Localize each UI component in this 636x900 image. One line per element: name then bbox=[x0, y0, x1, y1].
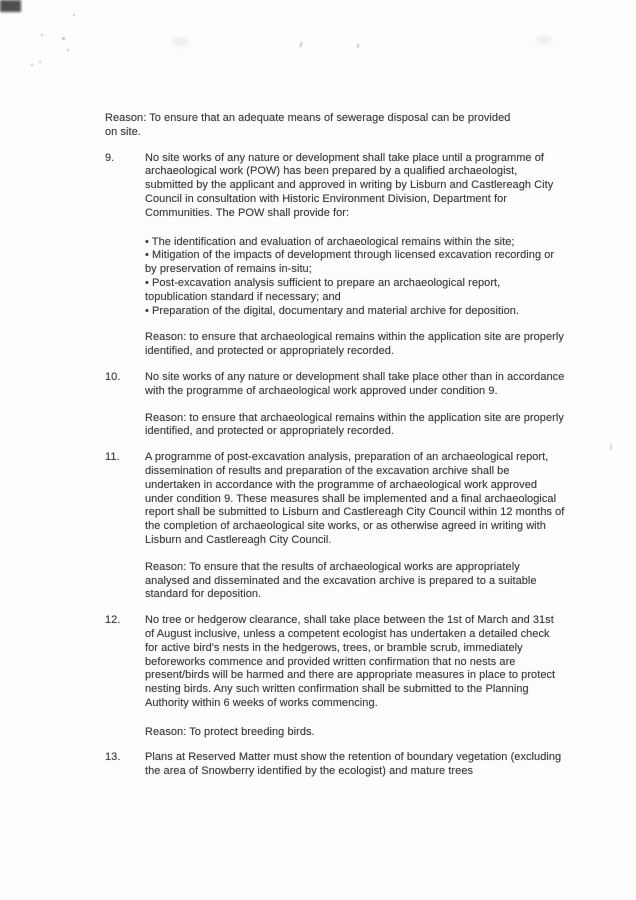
scan-speck bbox=[31, 64, 33, 66]
reason-text: Reason: To protect breeding birds. bbox=[145, 725, 315, 738]
bullet-item: • Post-excavation analysis sufficient to prepare an archaeological report, topublication standard if necessary; and bbox=[145, 276, 501, 303]
condition-item-11 bbox=[105, 451, 605, 602]
scan-speck bbox=[67, 49, 69, 51]
scan-tick-mark bbox=[299, 42, 302, 47]
condition-item-12 bbox=[105, 614, 605, 739]
condition-body bbox=[145, 152, 565, 359]
condition-text: No tree or hedgerow clearance, shall take place between the 1st of March and 31st of August inclusive, unless a competent ecologist has undertaken a detailed check for active bird's nests in the hedgerows, trees, or bramble scrub, immediately beforeworks commence and provided written confirmation that no nests are present/birds will be harmed and there are appropriate measures in place to protect nesting birds. Any such written confirmation shall be submitted to the Planning Authority within 6 weeks of works commencing. bbox=[145, 614, 556, 709]
condition-item-9 bbox=[105, 152, 605, 359]
scan-tick-mark bbox=[357, 44, 360, 48]
reason-text: Reason: to ensure that archaeological remains within the application site are properly identified, and protected or appropriately recorded. bbox=[145, 411, 564, 438]
scan-corner-mark bbox=[0, 0, 21, 12]
scan-speck bbox=[39, 61, 41, 63]
condition-body bbox=[145, 614, 565, 739]
scan-smudge bbox=[172, 38, 190, 46]
bullet-list bbox=[145, 236, 565, 319]
scan-speck bbox=[62, 37, 65, 40]
condition-body bbox=[145, 451, 565, 602]
condition-item-10 bbox=[105, 371, 605, 439]
reason-text-condition-8: Reason: To ensure that an adequate means of sewerage disposal can be provided on site. bbox=[105, 112, 511, 138]
document-content bbox=[105, 112, 605, 779]
bullet-item: • Preparation of the digital, documentary and material archive for deposition. bbox=[145, 304, 520, 317]
reason-text: Reason: To ensure that the results of archaeological works are appropriately analysed and disseminated and the excavation archive is prepared to a suitable standard for deposition. bbox=[145, 560, 537, 601]
condition-text: No site works of any nature or development shall take place other than in accordance with the programme of archaeological work approved under condition 9. bbox=[145, 370, 565, 397]
bullet-item: • The identification and evaluation of archaeological remains within the site; bbox=[145, 235, 515, 248]
reason-text: Reason: to ensure that archaeological remains within the application site are properly identified, and protected or appropriately recorded. bbox=[145, 331, 564, 358]
scan-tick-mark bbox=[610, 444, 612, 450]
scan-speck bbox=[41, 34, 43, 36]
condition-number: 10. bbox=[105, 370, 121, 383]
condition-number: 13. bbox=[105, 751, 121, 764]
condition-text: No site works of any nature or development shall take place until a programme of archaeological work (POW) has been prepared by a qualified archaeologist, submitted by the applicant and approved in writing by Lisburn and Castlereagh City Council in consultation with Historic Environment Division, Department for Communities. The POW shall provide for: bbox=[145, 151, 554, 219]
condition-text: Plans at Reserved Matter must show the retention of boundary vegetation (excluding the area of Snowberry identified by the ecologist) and mature trees bbox=[145, 751, 562, 778]
scan-speck bbox=[73, 14, 75, 16]
condition-body bbox=[145, 751, 565, 779]
condition-number: 12. bbox=[105, 614, 121, 627]
condition-number: 11. bbox=[105, 451, 120, 464]
condition-body bbox=[145, 371, 565, 439]
scan-smudge bbox=[536, 36, 552, 43]
condition-text: A programme of post-excavation analysis, preparation of an archaeological report, dissemination of results and preparation of the excavation archive shall be undertaken in accordance with the programme of archaeological work approved under condition 9. These measures shall be implemented and a final archaeological report shall be submitted to Lisburn and Castlereagh City Council within 12 months of the completion of archaeological site works, or as otherwise agreed in writing with Lisburn and Castlereagh City Council. bbox=[145, 451, 565, 546]
bullet-item: • Mitigation of the impacts of development through licensed excavation recording or by preservation of remains in-situ; bbox=[145, 249, 555, 276]
condition-number: 9. bbox=[105, 151, 115, 164]
condition-item-13 bbox=[105, 751, 605, 779]
